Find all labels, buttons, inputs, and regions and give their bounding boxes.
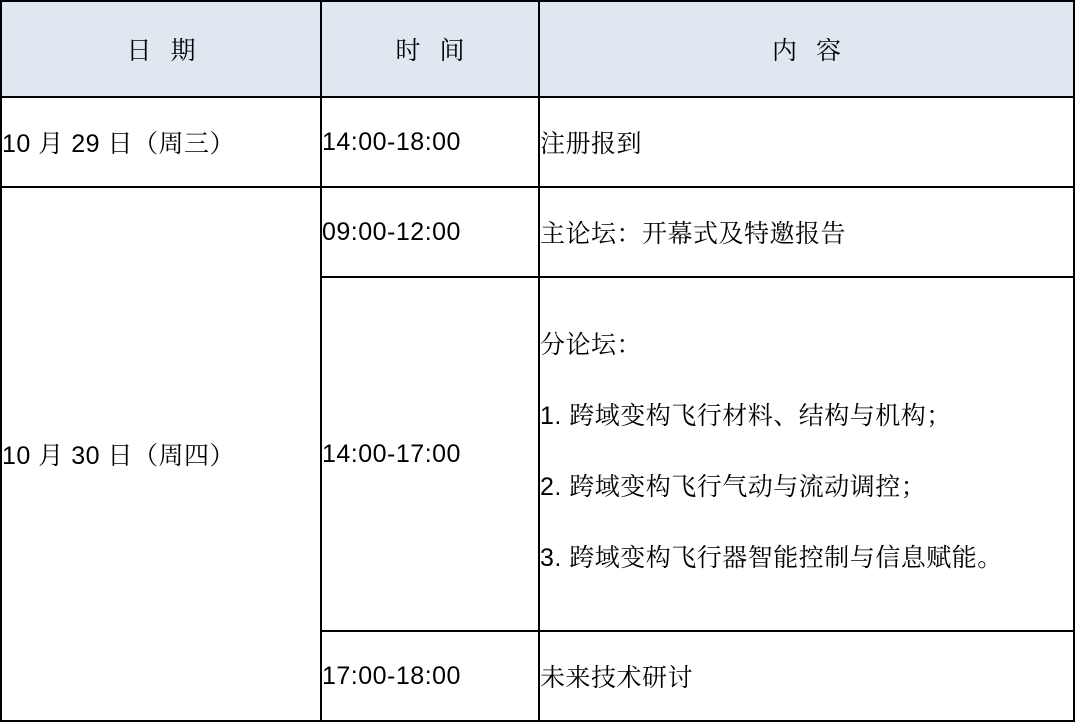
sub-forum-title: 分论坛： — [540, 331, 643, 359]
table-row — [1, 187, 1074, 277]
table-header-row — [1, 1, 1074, 97]
table-body — [1, 97, 1074, 721]
column-header-content — [539, 1, 1074, 97]
table-header — [1, 1, 1074, 97]
cell-date-day1: 10 月 29 日（周三） — [1, 97, 321, 187]
column-header-date — [1, 1, 321, 97]
cell-content-registration: 注册报到 — [539, 97, 1074, 187]
cell-content-sub-forum — [539, 277, 1074, 631]
sub-forum-item-2: 2. 跨域变构飞行气动与流动调控； — [540, 473, 927, 501]
cell-time-main-forum: 09:00-12:00 — [321, 187, 539, 277]
sub-forum-item-1: 1. 跨域变构飞行材料、结构与机构； — [540, 402, 952, 430]
cell-time-future-tech: 17:00-18:00 — [321, 631, 539, 721]
cell-time-registration: 14:00-18:00 — [321, 97, 539, 187]
column-header-time — [321, 1, 539, 97]
column-header-content-label: 内 容 — [772, 37, 847, 65]
cell-content-main-forum: 主论坛：开幕式及特邀报告 — [539, 187, 1074, 277]
column-header-date-label: 日 期 — [126, 37, 202, 65]
sub-forum-item-3: 3. 跨域变构飞行器智能控制与信息赋能。 — [540, 544, 1003, 572]
cell-content-future-tech: 未来技术研讨 — [539, 631, 1074, 721]
cell-time-sub-forum: 14:00-17:00 — [321, 277, 539, 631]
sub-forum-list — [540, 327, 1073, 581]
column-header-time-label: 时 间 — [395, 37, 471, 65]
cell-date-day2: 10 月 30 日（周四） — [1, 187, 321, 721]
table-row — [1, 97, 1074, 187]
